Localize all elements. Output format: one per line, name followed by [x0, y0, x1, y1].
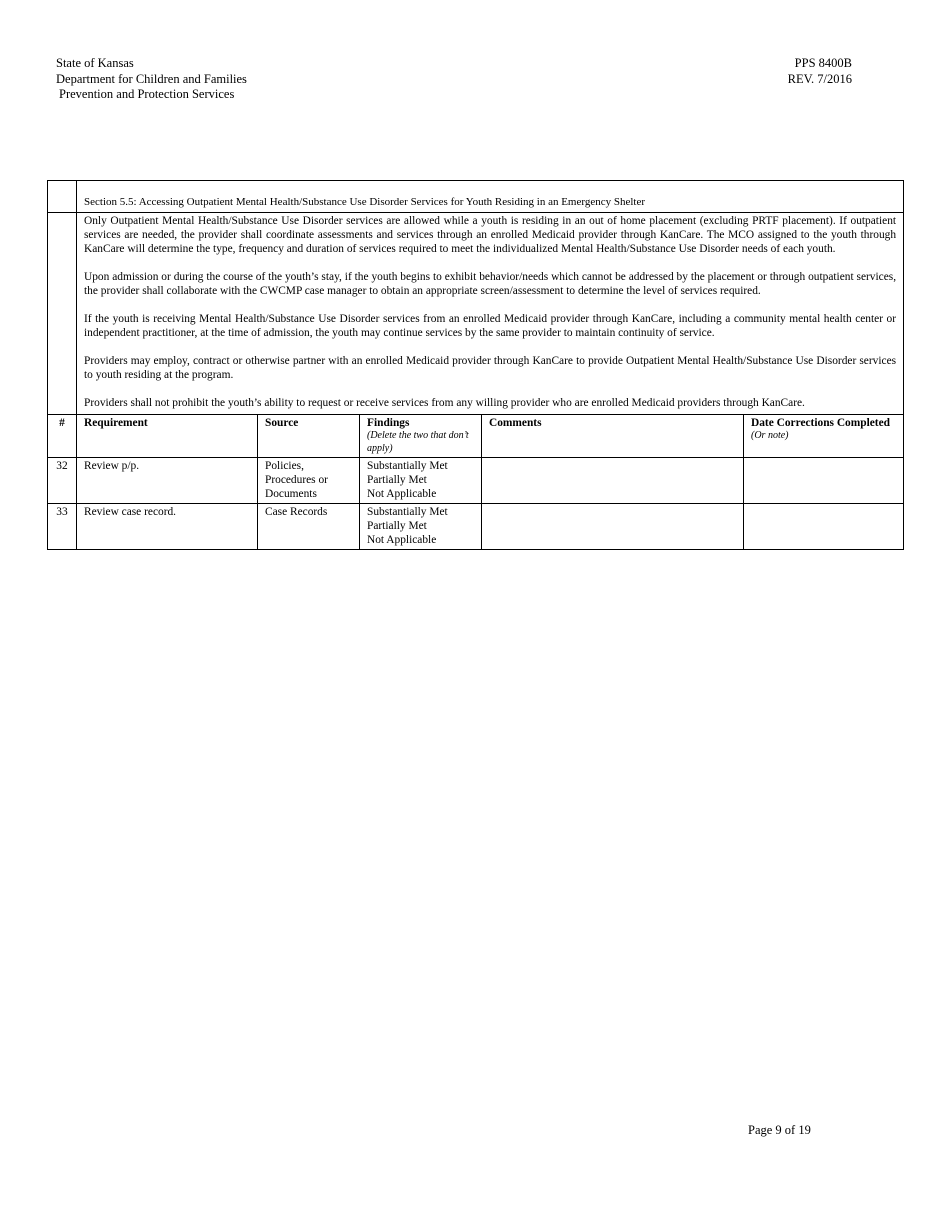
agency-department: Department for Children and Families	[56, 71, 247, 86]
source-line: Procedures or	[265, 474, 328, 486]
form-revision: REV. 7/2016	[787, 71, 852, 86]
row-source	[258, 504, 360, 550]
findings-label: Findings	[367, 417, 410, 429]
date-note: (Or note)	[751, 430, 789, 441]
table-row	[48, 504, 904, 550]
form-number: PPS 8400B	[794, 56, 852, 70]
row-date	[744, 504, 904, 550]
section-title: Section 5.5: Accessing Outpatient Mental Health/Substance Use Disorder Services for Youth Residing in an Emergency Shelter	[77, 181, 904, 213]
row-findings	[360, 504, 482, 550]
date-label: Date Corrections Completed	[751, 417, 890, 429]
source-line: Case Records	[265, 506, 328, 518]
column-header-row	[48, 415, 904, 458]
row-date	[744, 458, 904, 504]
section-title-row	[48, 181, 904, 213]
section-paragraph: Upon admission or during the course of the youth’s stay, if the youth begins to exhibit behavior/needs which cannot be addressed by the placement or through outpatient services, the provider shall collaborate with the CWCMP case manager to obtain an appropriate screen/assessment to determine the level of services required.	[84, 271, 897, 297]
section-paragraph: Providers shall not prohibit the youth’s ability to request or receive services from any willing provider who are enrolled Medicaid providers through KanCare.	[84, 397, 805, 409]
source-line: Documents	[265, 488, 317, 500]
finding-option: Partially Met	[367, 474, 427, 486]
row-requirement: Review p/p.	[77, 458, 258, 504]
row-source	[258, 458, 360, 504]
row-comments	[482, 504, 744, 550]
col-number-header: #	[48, 415, 77, 458]
requirements-table	[47, 180, 904, 550]
col-comments-header: Comments	[482, 415, 744, 458]
col-findings-header	[360, 415, 482, 458]
finding-option: Not Applicable	[367, 534, 437, 546]
finding-option: Substantially Met	[367, 460, 448, 472]
table-row	[48, 458, 904, 504]
finding-option: Not Applicable	[367, 488, 437, 500]
row-comments	[482, 458, 744, 504]
section-paragraph: If the youth is receiving Mental Health/Substance Use Disorder services from an enrolled Medicaid provider through KanCare, including a community mental health center or independent practitioner, at the time of admission, the youth may continue services by the same provider to maintain continuity of service.	[84, 313, 897, 339]
agency-state: State of Kansas	[56, 56, 134, 70]
agency-header	[56, 56, 247, 103]
source-line: Policies,	[265, 460, 304, 472]
finding-option: Substantially Met	[367, 506, 448, 518]
finding-option: Partially Met	[367, 520, 427, 532]
section-paragraph: Providers may employ, contract or otherwise partner with an enrolled Medicaid provider through KanCare to provide Outpatient Mental Health/Substance Use Disorder services to youth residing at the program.	[84, 355, 897, 381]
row-requirement: Review case record.	[77, 504, 258, 550]
col-requirement-header: Requirement	[77, 415, 258, 458]
section-title-spacer	[48, 181, 77, 213]
col-date-header	[744, 415, 904, 458]
col-source-header: Source	[258, 415, 360, 458]
section-body-spacer	[48, 213, 77, 415]
row-number: 33	[48, 504, 77, 550]
row-number: 32	[48, 458, 77, 504]
row-findings	[360, 458, 482, 504]
section-body	[77, 213, 904, 415]
section-paragraph: Only Outpatient Mental Health/Substance Use Disorder services are allowed while a youth is residing in an out of home placement (excluding PRTF placement). If outpatient services are needed, the provider shall coordinate assessments and services through an enrolled Medicaid provider through KanCare. The MCO assigned to the youth through KanCare will determine the type, frequency and duration of services required to meet the individualized Mental Health/Substance Use Disorder needs of each youth.	[84, 215, 897, 255]
agency-division: Prevention and Protection Services	[59, 87, 235, 101]
section-body-row	[48, 213, 904, 415]
page-number: Page 9 of 19	[748, 1123, 811, 1137]
form-id-header	[788, 56, 852, 87]
findings-note: (Delete the two that don’t apply)	[367, 430, 469, 454]
